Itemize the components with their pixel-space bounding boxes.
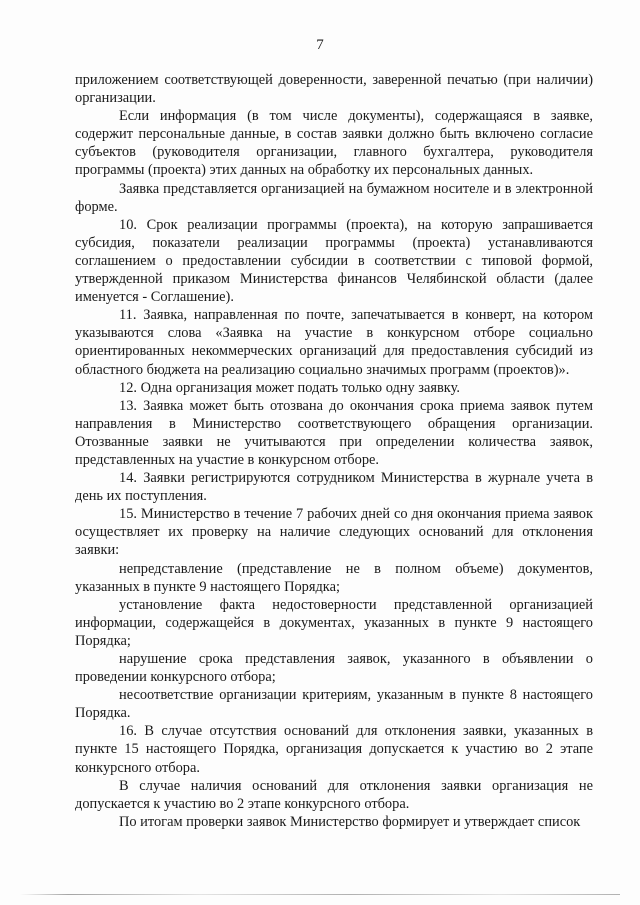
paragraph-item-16: 16. В случае отсутствия оснований для отклонения заявки, указанных в пункте 15 настоящего Порядка, организация допускается к участию во 2 этапе конкурсного отбора. bbox=[75, 723, 593, 776]
paragraph-item-14: 14. Заявки регистрируются сотрудником Министерства в журнале учета в день их поступления. bbox=[75, 470, 593, 505]
paragraph-rejection-reason-3: нарушение срока представления заявок, указанного в объявлении о проведении конкурсного отбора; bbox=[75, 651, 593, 686]
paragraph-item-15: 15. Министерство в течение 7 рабочих дней со дня окончания приема заявок осуществляет их проверку на наличие следующих оснований для отклонения заявки: bbox=[75, 506, 593, 559]
paragraph-continuation: приложением соответствующей доверенности, заверенной печатью (при наличии) организации. bbox=[75, 72, 593, 107]
paragraph-item-11: 11. Заявка, направленная по почте, запечатывается в конверт, на котором указываются слова «Заявка на участие в конкурсном отборе социально ориентированных некоммерческих организаций для предоставления субсидий из областного бюджета на реализацию социально значимых программ (проектов)». bbox=[75, 307, 593, 378]
paragraph-item-12: 12. Одна организация может подать только одну заявку. bbox=[119, 379, 460, 396]
scan-bottom-edge bbox=[20, 894, 620, 895]
paragraph-results-list: По итогам проверки заявок Министерство формирует и утверждает список bbox=[119, 813, 581, 830]
paragraph-submission-form: Заявка представляется организацией на бумажном носителе и в электронной форме. bbox=[75, 180, 593, 215]
paragraph-item-13: 13. Заявка может быть отозвана до окончания срока приема заявок путем направления в Министерство соответствующего обращения организации. Отозванные заявки не учитываются при определении количества заявок, представленных на участие в конкурсном отборе. bbox=[75, 397, 593, 468]
page-number: 7 bbox=[316, 37, 324, 53]
paragraph-not-admitted: В случае наличия оснований для отклонения заявки организация не допускается к участию во 2 этапе конкурсного отбора. bbox=[75, 777, 593, 812]
paragraph-rejection-reason-4: несоответствие организации критериям, указанным в пункте 8 настоящего Порядка. bbox=[75, 687, 593, 722]
document-body bbox=[75, 71, 593, 831]
paragraph-rejection-reason-1: непредставление (представление не в полном объеме) документов, указанных в пункте 9 настоящего Порядка; bbox=[75, 560, 593, 595]
paragraph-personal-data: Если информация (в том числе документы), содержащаяся в заявке, содержит персональные данные, в состав заявки должно быть включено согласие субъектов (руководителя организации, главного бухгалтера, руководителя программы (проекта) этих данных на обработку их персональных данных. bbox=[75, 108, 593, 179]
paragraph-rejection-reason-2: установление факта недостоверности представленной организацией информации, содержащейся в документах, указанных в пункте 9 настоящего Порядка; bbox=[75, 596, 593, 649]
paragraph-item-10: 10. Срок реализации программы (проекта), на которую запрашивается субсидия, показатели реализации программы (проекта) устанавливаются соглашением о предоставлении субсидии в соответствии с типовой формой, утвержденной приказом Министерства финансов Челябинской области (далее именуется - Соглашение). bbox=[75, 216, 593, 306]
